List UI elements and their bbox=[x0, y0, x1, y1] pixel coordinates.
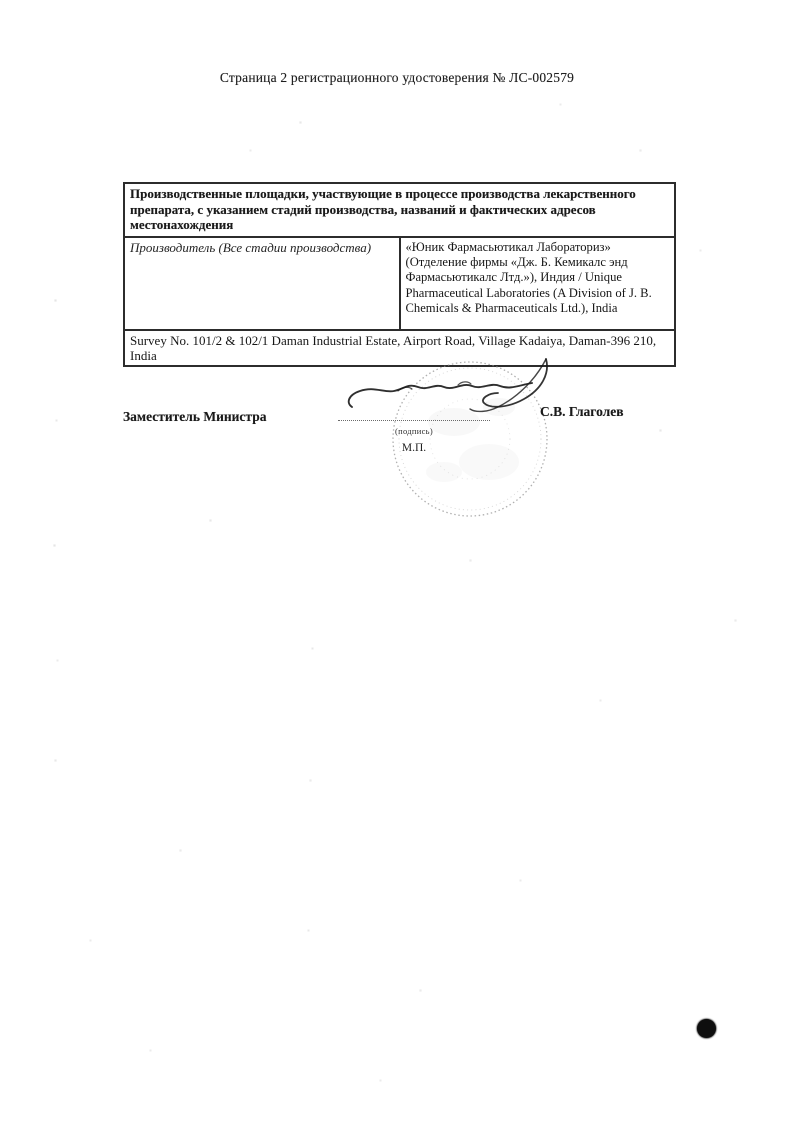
manufacturer-role-cell: Производитель (Все стадии производства) bbox=[124, 237, 400, 330]
manufacturer-row bbox=[124, 237, 675, 330]
page-number-line: Страница 2 регистрационного удостоверения № ЛС-002579 bbox=[219, 70, 575, 85]
manufacturer-address-cell: Survey No. 101/2 & 102/1 Daman Industrial Estate, Airport Road, Village Kadaiya, Daman-396 210, India bbox=[124, 330, 675, 366]
table-header-cell: Производственные площадки, участвующие в процессе производства лекарственного препарата, с указанием стадий производства, названий и фактических адресов местонахождения bbox=[124, 183, 675, 237]
signature-caption: (подпись) bbox=[395, 426, 433, 436]
manufacturer-name-cell: «Юник Фармасьютикал Лабораториз» (Отделение фирмы «Дж. Б. Кемикалс энд Фармасьютикалс Лтд.»), Индия / Unique Pharmaceutical Laboratories (A Division of J. B. Chemicals & Pharmaceuticals Ltd.), India bbox=[400, 237, 676, 330]
signature-scribble bbox=[338, 355, 563, 425]
official-title: Заместитель Министра bbox=[123, 409, 267, 424]
production-sites-table bbox=[123, 182, 676, 367]
seal-abbreviation: М.П. bbox=[401, 442, 427, 454]
punch-hole-mark bbox=[697, 1019, 716, 1038]
signature-dotted-line bbox=[338, 420, 490, 421]
table-header-row bbox=[124, 183, 675, 237]
scan-noise-speckles bbox=[0, 0, 1, 1]
signer-name: С.В. Глаголев bbox=[540, 404, 624, 419]
